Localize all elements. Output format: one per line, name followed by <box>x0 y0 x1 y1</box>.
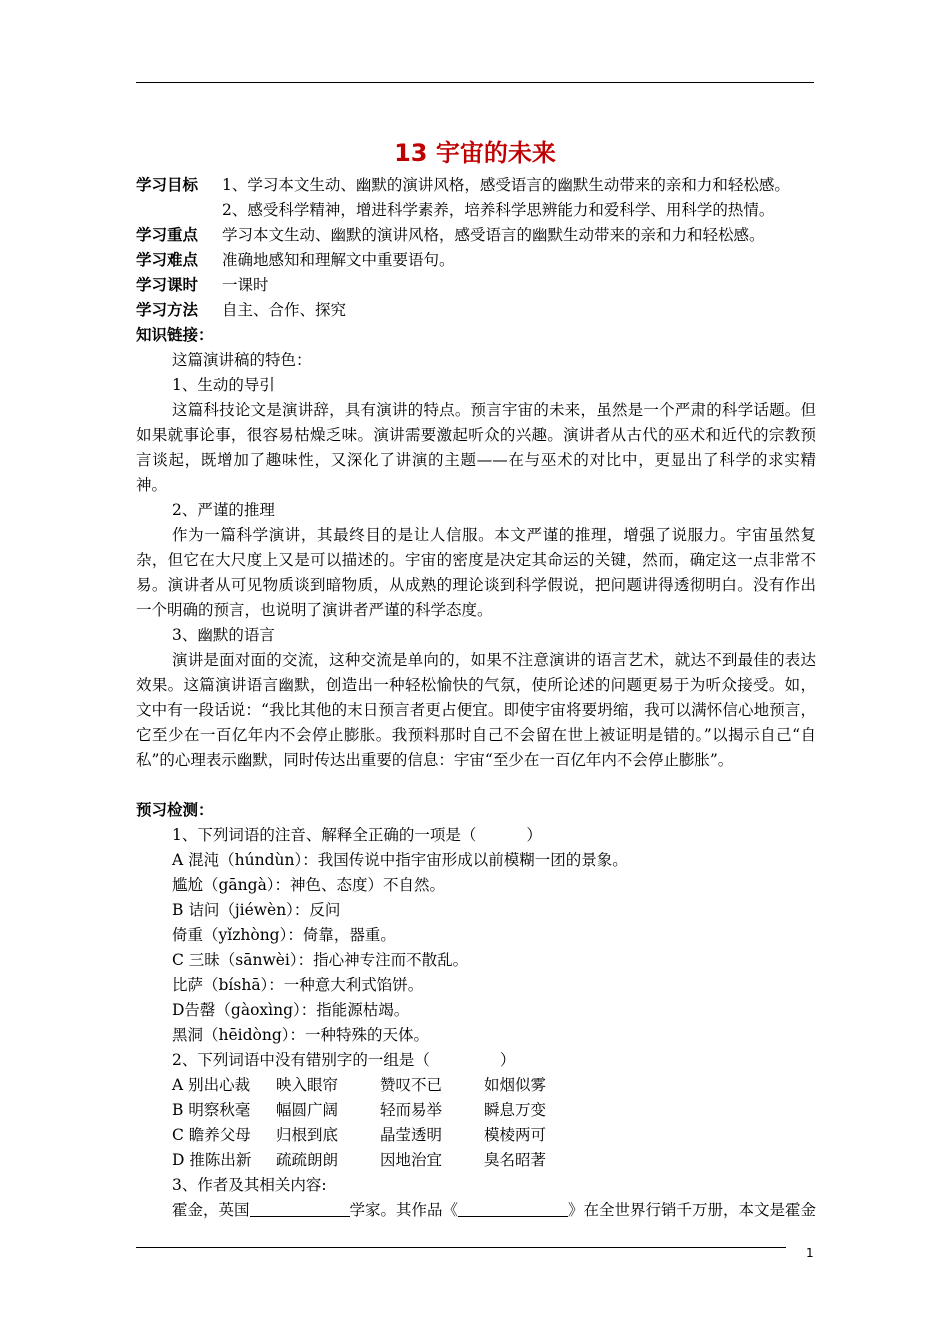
option-line: D告罄（gàoxìng）：指能源枯竭。 <box>172 1001 410 1019</box>
option-word: 晶莹透明 <box>380 1126 443 1144</box>
option-row <box>136 1123 816 1148</box>
meta-row <box>136 198 816 223</box>
option-word: 映入眼帘 <box>276 1076 339 1094</box>
question-3: 3、作者及其相关内容: <box>172 1176 327 1194</box>
option-word: 如烟似雾 <box>484 1076 547 1094</box>
meta-label: 学习目标 <box>136 176 199 194</box>
document-body <box>136 173 816 1223</box>
fill-text: 学家。其作品《 <box>349 1201 459 1219</box>
meta-row <box>136 298 816 323</box>
option-word: 疏疏朗朗 <box>276 1151 339 1169</box>
question-3-fill <box>136 1198 816 1223</box>
meta-value: 一课时 <box>222 276 269 294</box>
option-word: A 别出心裁 <box>172 1076 251 1094</box>
point-paragraph: 演讲是面对面的交流，这种交流是单向的，如果不注意演讲的语言艺术，就达不到最佳的表达效果。这篇演讲语言幽默，创造出一种轻松愉快的气氛，使所论述的问题更易于为听众接受。如，文中有一段话说：“我比其他的末日预言者更占便宜。即使宇宙将要坍缩，我可以满怀信心地预言，它至少在一百亿年内不会停止膨胀。我预料那时自己不会留在世上被证明是错的。”以揭示自己“自私”的心理表示幽默，同时传达出重要的信息：宇宙“至少在一百亿年内不会停止膨胀”。 <box>136 651 816 769</box>
option-word: B 明察秋毫 <box>172 1101 251 1119</box>
fill-blank-field[interactable] <box>250 1200 350 1217</box>
meta-value: 2、感受科学精神，增进科学素养，培养科学思辨能力和爱科学、用科学的热情。 <box>222 201 775 219</box>
option-line: A 混沌（húndùn）：我国传说中指宇宙形成以前模糊一团的景象。 <box>172 851 628 869</box>
meta-label: 学习难点 <box>136 251 199 269</box>
option-line: C 三昧（sānwèi）：指心神专注而不散乱。 <box>172 951 469 969</box>
option-word: 幅圆广阔 <box>276 1101 339 1119</box>
page-number: 1 <box>806 1246 814 1260</box>
option-line: 尴尬（gāngà）：神色、态度）不自然。 <box>172 876 446 894</box>
option-line: 倚重（yǐzhòng）：倚靠，器重。 <box>172 926 396 944</box>
point-heading: 3、幽默的语言 <box>172 626 275 644</box>
meta-value: 自主、合作、探究 <box>222 301 347 319</box>
fill-text: 》在全世界行销千万册，本文是霍金 <box>568 1201 817 1219</box>
option-line: 比萨（bíshā）：一种意大利式馅饼。 <box>172 976 424 994</box>
option-word: 瞬息万变 <box>484 1101 547 1119</box>
option-word: 因地治宜 <box>380 1151 443 1169</box>
meta-value: 学习本文生动、幽默的演讲风格，感受语言的幽默生动带来的亲和力和轻松感。 <box>222 226 765 244</box>
question-stem: 2、下列词语中没有错别字的一组是（ <box>172 1051 430 1069</box>
meta-row <box>136 223 816 248</box>
option-word: C 瞻养父母 <box>172 1126 251 1144</box>
option-word: 赞叹不已 <box>380 1076 443 1094</box>
option-line: 黑洞（hēidòng）：一种特殊的天体。 <box>172 1026 430 1044</box>
question-close: ） <box>499 1051 516 1069</box>
fill-text: 霍金，英国 <box>172 1201 250 1219</box>
point-heading: 2、严谨的推理 <box>172 501 275 519</box>
option-word: 模棱两可 <box>484 1126 547 1144</box>
preview-heading: 预习检测： <box>136 801 214 819</box>
question-1 <box>136 823 816 848</box>
header-rule <box>136 82 814 83</box>
question-2 <box>136 1048 816 1073</box>
point-paragraph: 作为一篇科学演讲，其最终目的是让人信服。本文严谨的推理，增强了说服力。宇宙虽然复杂，但它在大尺度上又是可以描述的。宇宙的密度是决定其命运的关键，然而，确定这一点非常不易。演讲者从可见物质谈到暗物质，从成熟的理论谈到科学假说，把问题讲得透彻明白。没有作出一个明确的预言，也说明了演讲者严谨的科学态度。 <box>136 526 816 619</box>
meta-value: 1、学习本文生动、幽默的演讲风格，感受语言的幽默生动带来的亲和力和轻松感。 <box>222 176 790 194</box>
option-row <box>136 1098 816 1123</box>
meta-label: 学习课时 <box>136 276 199 294</box>
meta-row <box>136 248 816 273</box>
point-paragraph: 这篇科技论文是演讲辞，具有演讲的特点。预言宇宙的未来，虽然是一个严肃的科学话题。但如果就事论事，很容易枯燥乏味。演讲需要激起听众的兴趣。演讲者从古代的巫术和近代的宗教预言谈起，既增加了趣味性，又深化了讲演的主题——在与巫术的对比中，更显出了科学的求实精神。 <box>136 401 816 494</box>
knowledge-intro: 这篇演讲稿的特色： <box>172 351 312 369</box>
question-stem: 1、下列词语的注音、解释全正确的一项是（ <box>172 826 477 844</box>
option-row <box>136 1073 816 1098</box>
option-word: D 推陈出新 <box>172 1151 252 1169</box>
fill-blank-work[interactable] <box>458 1200 568 1217</box>
option-word: 归根到底 <box>276 1126 339 1144</box>
option-row <box>136 1148 816 1173</box>
question-close: ） <box>526 826 542 844</box>
knowledge-heading: 知识链接： <box>136 326 214 344</box>
point-heading: 1、生动的导引 <box>172 376 275 394</box>
meta-row <box>136 173 816 198</box>
page-title: 13 宇宙的未来 <box>394 139 556 167</box>
meta-label: 学习重点 <box>136 226 199 244</box>
footer-rule <box>136 1247 786 1248</box>
option-line: B 诘问（jiéwèn）：反问 <box>172 901 341 919</box>
meta-value: 准确地感知和理解文中重要语句。 <box>222 251 455 269</box>
meta-label: 学习方法 <box>136 301 199 319</box>
option-word: 臭名昭著 <box>484 1151 547 1169</box>
meta-row <box>136 273 816 298</box>
option-word: 轻而易举 <box>380 1101 443 1119</box>
